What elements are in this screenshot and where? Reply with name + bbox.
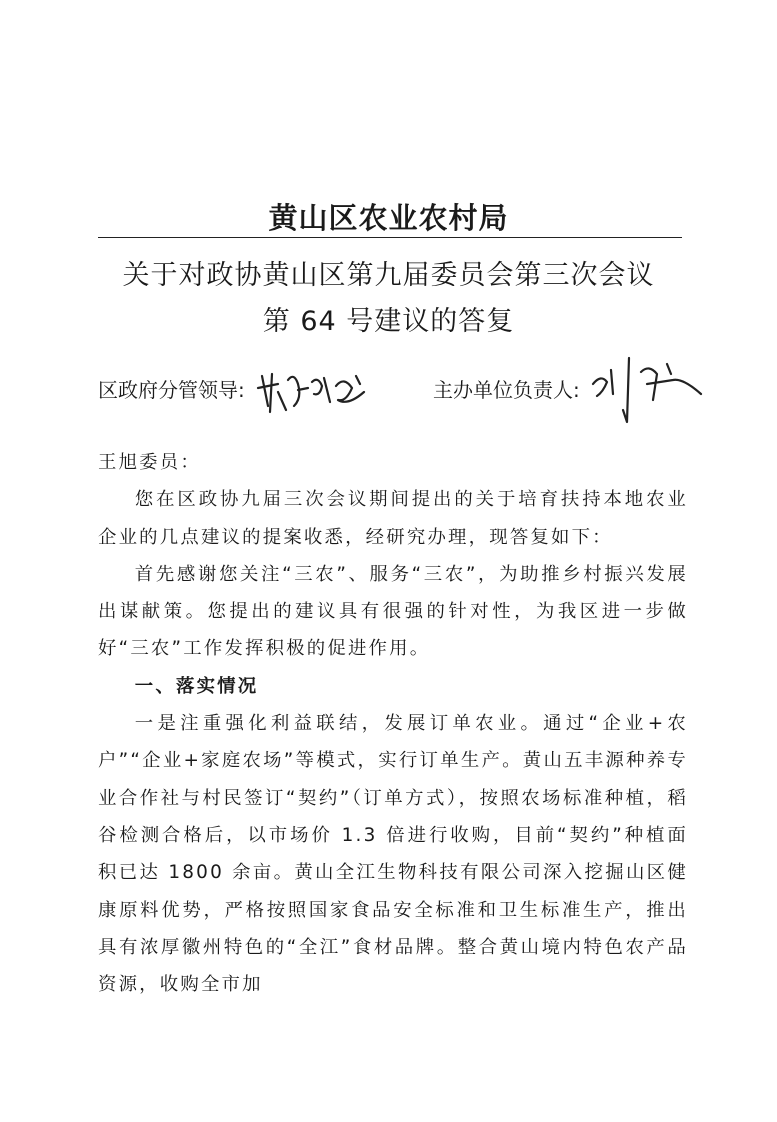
agency-name: 黄山区农业农村局 xyxy=(268,201,509,235)
body-paragraph: 一是注重强化利益联结，发展订单农业。通过“企业+农户”“企业+家庭农场”等模式，实行订单生产。黄山五丰源种养专业合作社与村民签订“契约”（订单方式），按照农场标准种植，稻谷检测合格后，以市场价 1.3 倍进行收购，目前“契约”种植面积已达 1800 余亩。黄山全江生物科技有限公司深入挖掘山区健康原料优势，严格按照国家食品安全标准和卫生标准生产，推出具有浓厚徽州特色的“全江”食材品牌。整合黄山境内特色农产品资源，收购全市加 xyxy=(98,713,688,996)
header-rule xyxy=(98,237,682,238)
district-leader-label: 区政府分管领导: xyxy=(98,378,245,402)
letter-body xyxy=(98,444,688,1003)
body-paragraph: 您在区政协九届三次会议期间提出的关于培育扶持本地农业企业的几点建议的提案收悉，经研究办理，现答复如下： xyxy=(98,489,688,548)
document-title-line-1: 关于对政协黄山区第九届委员会第三次会议 xyxy=(122,260,655,291)
host-unit-head-label: 主办单位负责人: xyxy=(433,378,580,402)
district-leader-signature xyxy=(248,362,388,422)
document-title-line-2: 第 64 号建议的答复 xyxy=(262,306,515,337)
host-unit-head-signature xyxy=(583,344,723,424)
salutation: 王旭委员： xyxy=(98,452,201,473)
section-heading: 一、落实情况 xyxy=(134,675,259,697)
body-paragraph: 首先感谢您关注“三农”、服务“三农”，为助推乡村振兴发展出谋献策。您提出的建议具有很强的针对性，为我区进一步做好“三农”工作发挥积极的促进作用。 xyxy=(98,563,688,660)
